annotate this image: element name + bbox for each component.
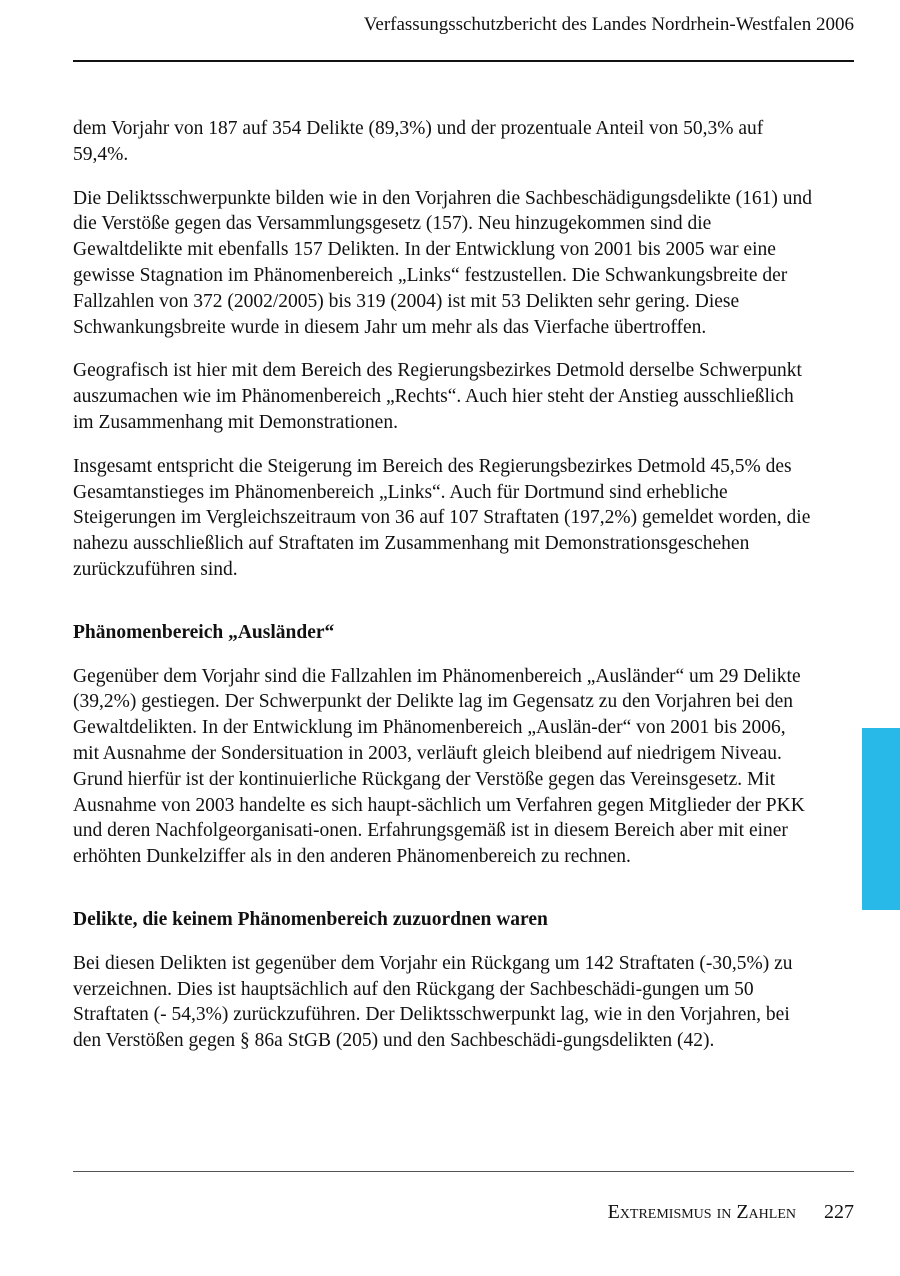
page-body bbox=[73, 116, 813, 1072]
paragraph: Die Deliktsschwerpunkte bilden wie in den Vorjahren die Sachbeschädigungsdelikte (161) und die Verstöße gegen das Versammlungsgesetz (157). Neu hinzugekommen sind die Gewaltdelikte mit ebenfalls 157 Delikten. In der Entwicklung von 2001 bis 2005 war eine gewisse Stagnation im Phänomenbereich „Links“ festzustellen. Die Schwankungsbreite der Fallzahlen von 372 (2002/2005) bis 319 (2004) ist mit 53 Delikten sehr gering. Diese Schwankungsbreite wurde in diesem Jahr um mehr als das Vierfache übertroffen. bbox=[73, 187, 813, 338]
chapter-tab-marker bbox=[862, 728, 900, 910]
paragraph: dem Vorjahr von 187 auf 354 Delikte (89,3%) und der prozentuale Anteil von 50,3% auf 59,4%. bbox=[73, 118, 764, 165]
paragraph: Bei diesen Delikten ist gegenüber dem Vorjahr ein Rückgang um 142 Straftaten (-30,5%) zu verzeichnen. Dies ist hauptsächlich auf den Rückgang der Sachbeschädi-gungen um 50 Straftaten (- 54,3%) zurückzuführen. Der Deliktsschwerpunkt lag, wie in den Vorjahren, bei den Verstößen gegen § 86a StGB (205) und den Sachbeschädi-gungsdelikten (42). bbox=[73, 952, 793, 1052]
section-heading-uncategorized: Delikte, die keinem Phänomenbereich zuzuordnen waren bbox=[73, 908, 548, 930]
footer-section-title: Extremismus in Zahlen bbox=[607, 1201, 796, 1223]
running-header: Verfassungsschutzbericht des Landes Nordrhein-Westfalen 2006 bbox=[363, 14, 854, 35]
section-heading-auslaender: Phänomenbereich „Ausländer“ bbox=[73, 621, 335, 643]
paragraph: Geografisch ist hier mit dem Bereich des Regierungsbezirkes Detmold derselbe Schwerpunkt auszumachen wie im Phänomenbereich „Rechts“. Auch hier steht der Anstieg ausschließlich im Zusammenhang mit Demonstrationen. bbox=[73, 360, 802, 433]
paragraph: Insgesamt entspricht die Steigerung im Bereich des Regierungsbezirkes Detmold 45,5% des Gesamtanstieges im Phänomenbereich „Links“. Auch für Dortmund sind erhebliche Steigerungen im Vergleichszeitraum von 36 auf 107 Straftaten (197,2%) gemeldet worden, die nahezu ausschließlich auf Straftaten im Zusammenhang mit Demonstrationsgeschehen zurückzuführen sind. bbox=[73, 455, 811, 580]
page-number: 227 bbox=[824, 1201, 854, 1223]
header-divider bbox=[73, 60, 854, 62]
paragraph: Gegenüber dem Vorjahr sind die Fallzahlen im Phänomenbereich „Ausländer“ um 29 Delikte (39,2%) gestiegen. Der Schwerpunkt der Delikte lag im Gegensatz zu den Vorjahren bei den Gewaltdelikten. In der Entwicklung im Phänomenbereich „Auslän-der“ von 2001 bis 2006, mit Ausnahme der Sondersituation in 2003, verläuft gleich bleibend auf niedrigem Niveau. Grund hierfür ist der kontinuierliche Rückgang der Verstöße gegen das Vereinsgesetz. Mit Ausnahme von 2003 handelte es sich haupt-sächlich um Verfahren gegen Mitglieder der PKK und deren Nachfolgeorganisati-onen. Erfahrungsgemäß ist in diesem Bereich aber mit einer erhöhten Dunkelziffer als in den anderen Phänomenbereich zu rechnen. bbox=[73, 665, 805, 868]
footer-divider bbox=[73, 1171, 854, 1172]
page-footer bbox=[608, 1199, 854, 1225]
